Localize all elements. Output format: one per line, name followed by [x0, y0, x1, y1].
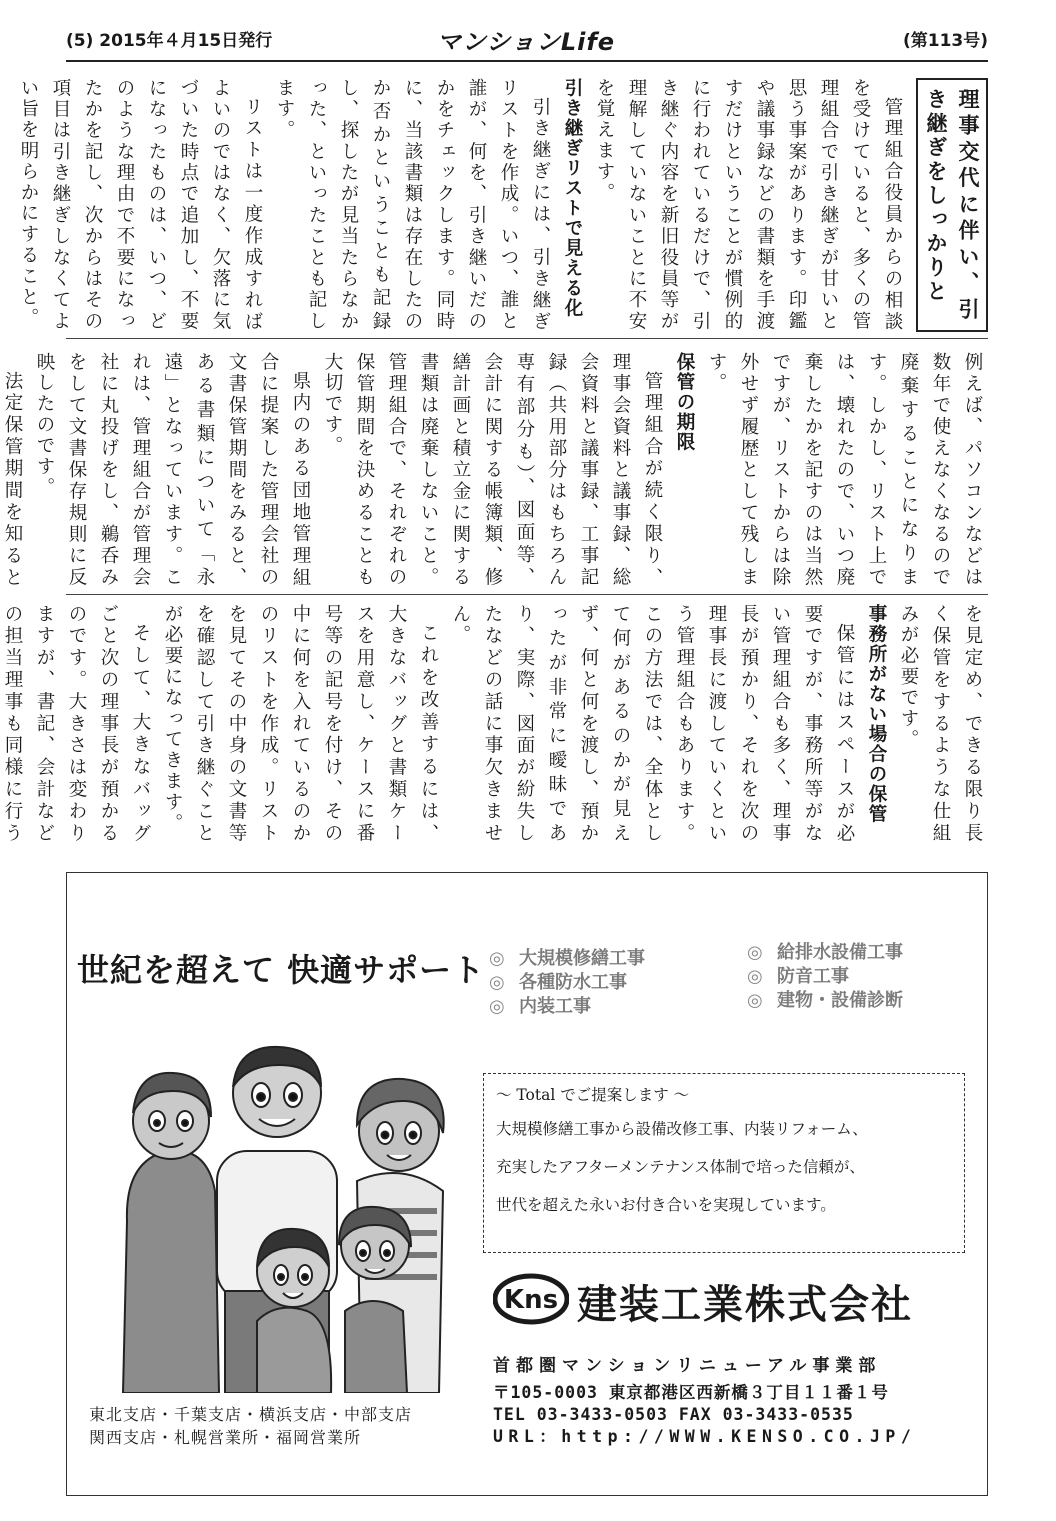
article-paragraph: 例えば、パソコンなどは数年で使えなくなるので廃棄することになります。しかし、リスト上では、壊れたので、いつ廃棄したかを記すのは当然ですが、リストからは除外せず履歴として残します。	[706, 352, 983, 588]
article-row-1	[18, 78, 988, 332]
article-paragraph: これを改善するには、大きなバッグと書類ケースを用意し、ケースに番号等の記号を付け、その中に何を入れているのかのリストを作成。リストを見てその中身の文書等を確認して引き継ぐことが必要になってきます。	[162, 604, 439, 844]
article-paragraph: を見定め、できる限り長く保管をするような仕組みが必要です。	[898, 604, 983, 844]
page-header	[66, 22, 988, 58]
service-list-left	[489, 947, 645, 1019]
contact-details	[493, 1382, 973, 1448]
family-illustration	[107, 1021, 477, 1393]
article-row-3	[2, 604, 988, 844]
article-paragraph: 保管にはスペースが必要ですが、事務所等がない管理組合も多く、理事長が預かり、それを次の理事長に渡していくという管理組合もあります。この方法では、全体として何があるのかが見えず、何と何を渡し、預かったが非常に曖昧であり、実際、図面が紛失したなどの話に事欠きません。	[450, 604, 855, 844]
address: 〒105-0003 東京都港区西新橋３丁目１１番１号	[493, 1383, 889, 1402]
proposal-box	[483, 1073, 965, 1253]
company-name: 建装工業株式会社	[577, 1282, 913, 1328]
company-logo-icon	[493, 1273, 569, 1325]
issue-date: (5) 2015年４月15日発行	[66, 31, 273, 51]
advertisement	[66, 872, 988, 1496]
circle-mark-icon: ◎	[489, 972, 505, 993]
article-paragraph: リストは一度作成すればよいのではなく、欠落に気づいた時点で追加し、不要になったものは、いつ、どのような理由で不要になったかを記し、次からはその項目は引き継ぎしなくてよい旨を明らかにすること。	[18, 78, 263, 332]
service-item: ◎ 給排水設備工事	[747, 942, 903, 963]
column-rule	[66, 338, 988, 339]
header-rule	[66, 60, 988, 62]
circle-mark-icon: ◎	[747, 942, 763, 963]
article-title: 理事交代に伴い、引き継ぎをしっかりと	[916, 78, 988, 332]
department-name: 首都圏マンションリニューアル事業部	[493, 1356, 882, 1376]
circle-mark-icon: ◎	[747, 966, 763, 987]
proposal-line: 充実したアフターメンテナンス体制で培った信頼が、	[496, 1158, 865, 1176]
article-paragraph: そして、大きなバッグごと次の理事長が預かるのです。大きさは変わりますが、書記、会計などの担当理事も同様に行う	[2, 604, 151, 844]
circle-mark-icon: ◎	[489, 948, 505, 969]
column-rule	[66, 594, 988, 595]
section-heading: 保管の期限	[674, 352, 695, 452]
article-column-2	[2, 352, 988, 588]
article-row-2	[2, 352, 988, 588]
service-list-right	[747, 941, 903, 1013]
service-item: ◎ 防音工事	[747, 966, 849, 987]
service-item: ◎ 建物・設備診断	[747, 990, 903, 1011]
proposal-line: 世代を超えた永いお付き合いを実現しています。	[496, 1196, 836, 1214]
company-info	[493, 1271, 973, 1448]
newsletter-title: マンションLife	[436, 28, 616, 56]
service-item: ◎ 内装工事	[489, 996, 591, 1017]
circle-mark-icon: ◎	[747, 990, 763, 1011]
article-paragraph: 引き継ぎには、引き継ぎリストを作成。いつ、誰と誰が、何を、引き継いだのかをチェックします。同時に、当該書類は存在したのか否かということも記録し、探したが見当たらなかった、といったことも記します。	[274, 78, 551, 332]
section-heading: 事務所がない場合の保管	[866, 604, 887, 824]
service-item: ◎ 各種防水工事	[489, 972, 627, 993]
article-paragraph: 県内のある団地管理組合に提案した管理会社の文書保管期間をみると、ある書類について「永遠」となっています。これは、管理組合が管理会社に丸投げをし、鵜呑みをして文書保存規則に反映したのです。	[34, 352, 311, 588]
issue-number: (第113号)	[902, 31, 988, 51]
article-column-1	[18, 78, 988, 332]
ad-headline: 世紀を超えて 快適サポート	[77, 951, 486, 989]
circle-mark-icon: ◎	[489, 996, 505, 1017]
logo-text: Kns	[503, 1285, 559, 1315]
proposal-line: 大規模修繕工事から設備改修工事、内装リフォーム、	[496, 1120, 868, 1138]
article-paragraph: 法定保管期間を知ると	[2, 370, 23, 588]
section-heading: 引き継ぎリストで見える化	[562, 78, 583, 318]
article-paragraph: 管理組合役員からの相談を受けていると、多くの管理組合で引き継ぎが甘いと思う事案があります。印鑑や議事録などの書類を手渡すだけということが慣例的に行われているだけで、引き継ぐ内容を新旧役員等が理解していないことに不安を覚えます。	[594, 78, 903, 332]
website-url: URL：http://WWW.KENSO.CO.JP/	[493, 1427, 917, 1446]
service-item: ◎ 大規模修繕工事	[489, 948, 645, 969]
branch-offices: 東北支店・千葉支店・横浜支店・中部支店 関西支店・札幌営業所・福岡営業所	[89, 1405, 413, 1447]
article-column-3	[2, 604, 988, 844]
phone-fax: TEL 03-3433-0503 FAX 03-3433-0535	[493, 1405, 854, 1424]
proposal-title: ～ Total でご提案します ～	[496, 1086, 690, 1104]
article-paragraph: 管理組合が続く限り、理事会資料と議事録、総会資料と議事録、工事記録（共用部分はもちろん専有部分も）、図面等、会計に関する帳簿類、修繕計画と積立金に関する書類は廃棄しないこと。管理組合で、それぞれの保管期間を決めることも大切です。	[322, 352, 663, 588]
